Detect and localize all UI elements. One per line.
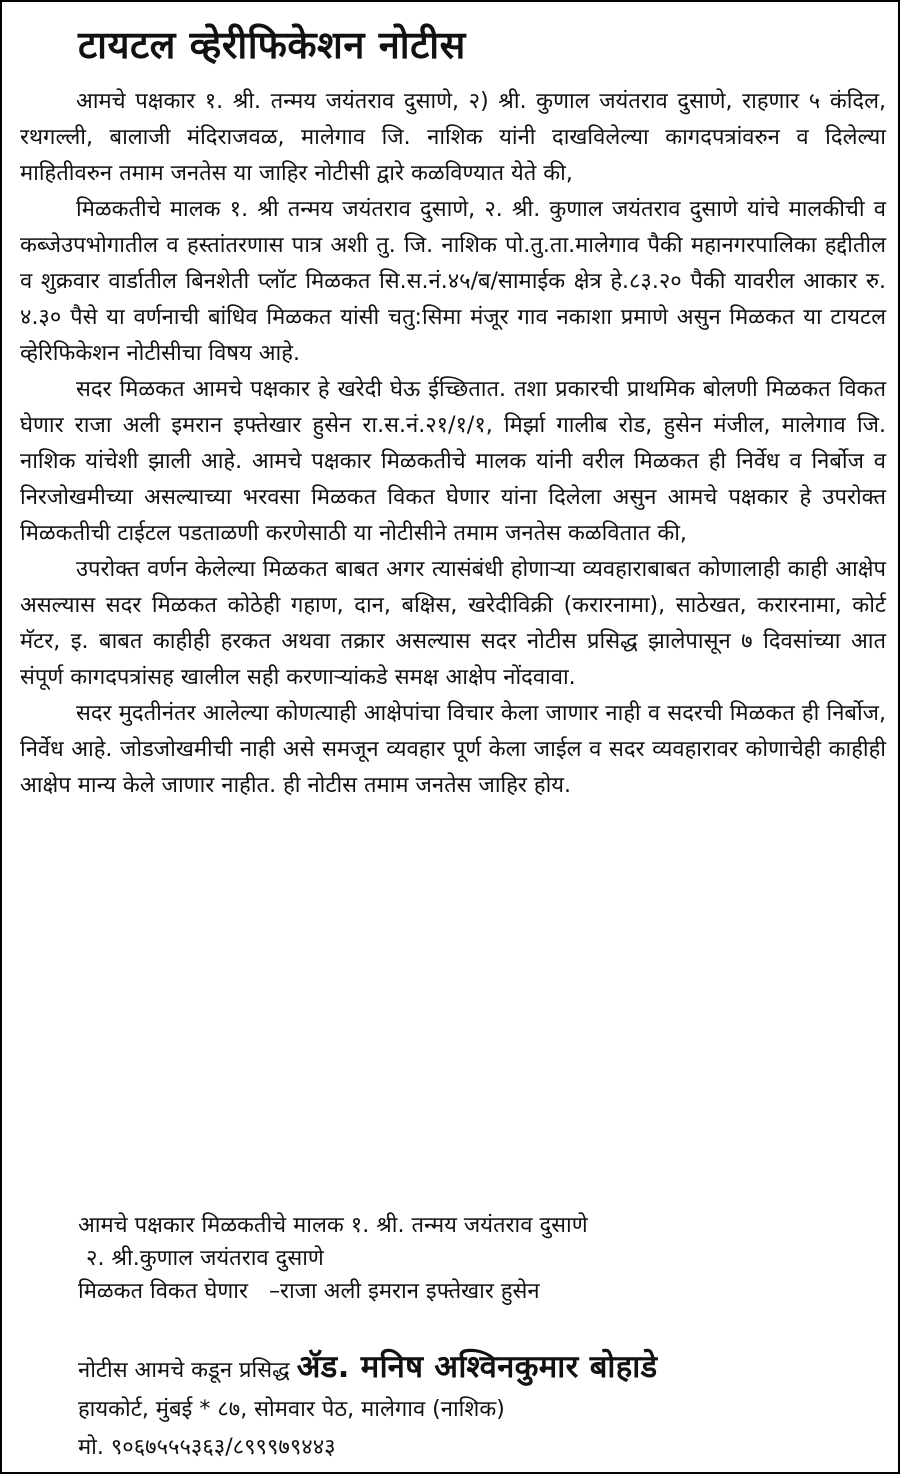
paragraph-objections: उपरोक्त वर्णन केलेल्या मिळकत बाबत अगर त्यासंबंधी होणाऱ्या व्यवहाराबाबत कोणालाही काही आक्षेप असल्यास सदर मिळकत कोठेही गहाण, दान, बक्षिस, खरेदीविक्री (करारनामा), साठेखत, करारनामा, कोर्ट मॅटर, इ. बाबत काहीही हरकत अथवा तक्रार असल्यास सदर नोटीस प्रसिद्ध झालेपासून ७ दिवसांच्या आत संपूर्ण कागदपत्रांसह खालील सही करणाऱ्यांकडे समक्ष आक्षेप नोंदवावा.	[20, 557, 886, 690]
advocate-line	[78, 1347, 657, 1391]
paragraph-clients: आमचे पक्षकार १. श्री. तन्मय जयंतराव दुसाणे, २) श्री. कुणाल जयंतराव दुसाणे, राहणार ५ कंदिल, रथगल्ली, बालाजी मंदिराजवळ, मालेगाव जि. नाशिक यांनी दाखविलेल्या कागदपत्रांवरुन व दिलेल्या माहितीवरुन तमाम जनतेस या जाहिर नोटीसी द्वारे कळविण्यात येते की,	[20, 89, 886, 186]
advocate-block	[78, 1347, 657, 1467]
advocate-mobile: मो. ९०६७५५५३६३/८९९९७९४४३	[78, 1435, 336, 1460]
owners-line-2: २. श्री.कुणाल जयंतराव दुसाणे	[86, 1246, 324, 1271]
advocate-address: हायकोर्ट, मुंबई * ८७, सोमवार पेठ, मालेगाव (नाशिक)	[78, 1397, 505, 1422]
notice-body	[20, 84, 886, 804]
notice-title: टायटल व्हेरीफिकेशन नोटीस	[78, 23, 466, 67]
owners-block	[78, 1209, 588, 1308]
owners-line-1: आमचे पक्षकार मिळकतीचे मालक १. श्री. तन्मय जयंतराव दुसाणे	[78, 1213, 588, 1238]
advocate-name: ॲड. मनिष अश्विनकुमार बोहाडे	[296, 1349, 658, 1385]
buyer-line: मिळकत विकत घेणार –राजा अली इमरान इफ्तेखार हुसेन	[78, 1279, 540, 1304]
paragraph-purchase: सदर मिळकत आमचे पक्षकार हे खरेदी घेऊ ईच्छितात. तशा प्रकारची प्राथमिक बोलणी मिळकत विकत घेणार राजा अली इमरान इफ्तेखार हुसेन रा.स.नं.२१/१/१, मिर्झा गालीब रोड, हुसेन मंजील, मालेगाव जि. नाशिक यांचेशी झाली आहे. आमचे पक्षकार मिळकतीचे मालक यांनी वरील मिळकत ही निर्वेध व निर्बोज व निरजोखमीच्या असल्याच्या भरवसा मिळकत विकत घेणार यांना दिलेला असुन आमचे पक्षकार हे उपरोक्त मिळकतीची टाईटल पडताळणी करणेसाठी या नोटीसीने तमाम जनतेस कळवितात की,	[20, 377, 886, 546]
paragraph-property: मिळकतीचे मालक १. श्री तन्मय जयंतराव दुसाणे, २. श्री. कुणाल जयंतराव दुसाणे यांचे मालकीची व कब्जेउपभोगातील व हस्तांतरणास पात्र अशी तु. जि. नाशिक पो.तु.ता.मालेगाव पैकी महानगरपालिका हद्दीतील व शुक्रवार वार्डातील बिनशेती प्लॉट मिळकत सि.स.नं.४५/ब/सामाईक क्षेत्र हे.८३.२० पैकी यावरील आकार रु. ४.३० पैसे या वर्णनाची बांधिव मिळकत यांसी चतु:सिमा मंजूर गाव नकाशा प्रमाणे असुन मिळकत या टायटल व्हेरिफिकेशन नोटीसीचा विषय आहे.	[20, 197, 886, 366]
paragraph-deadline: सदर मुदतीनंतर आलेल्या कोणत्याही आक्षेपांचा विचार केला जाणार नाही व सदरची मिळकत ही निर्बोज, निर्वेध आहे. जोडजोखमीची नाही असे समजून व्यवहार पूर्ण केला जाईल व सदर व्यवहारावर कोणाचेही काहीही आक्षेप मान्य केले जाणार नाहीत. ही नोटीस तमाम जनतेस जाहिर होय.	[20, 701, 886, 798]
advocate-prefix: नोटीस आमचे कडून प्रसिद्ध	[78, 1358, 290, 1383]
